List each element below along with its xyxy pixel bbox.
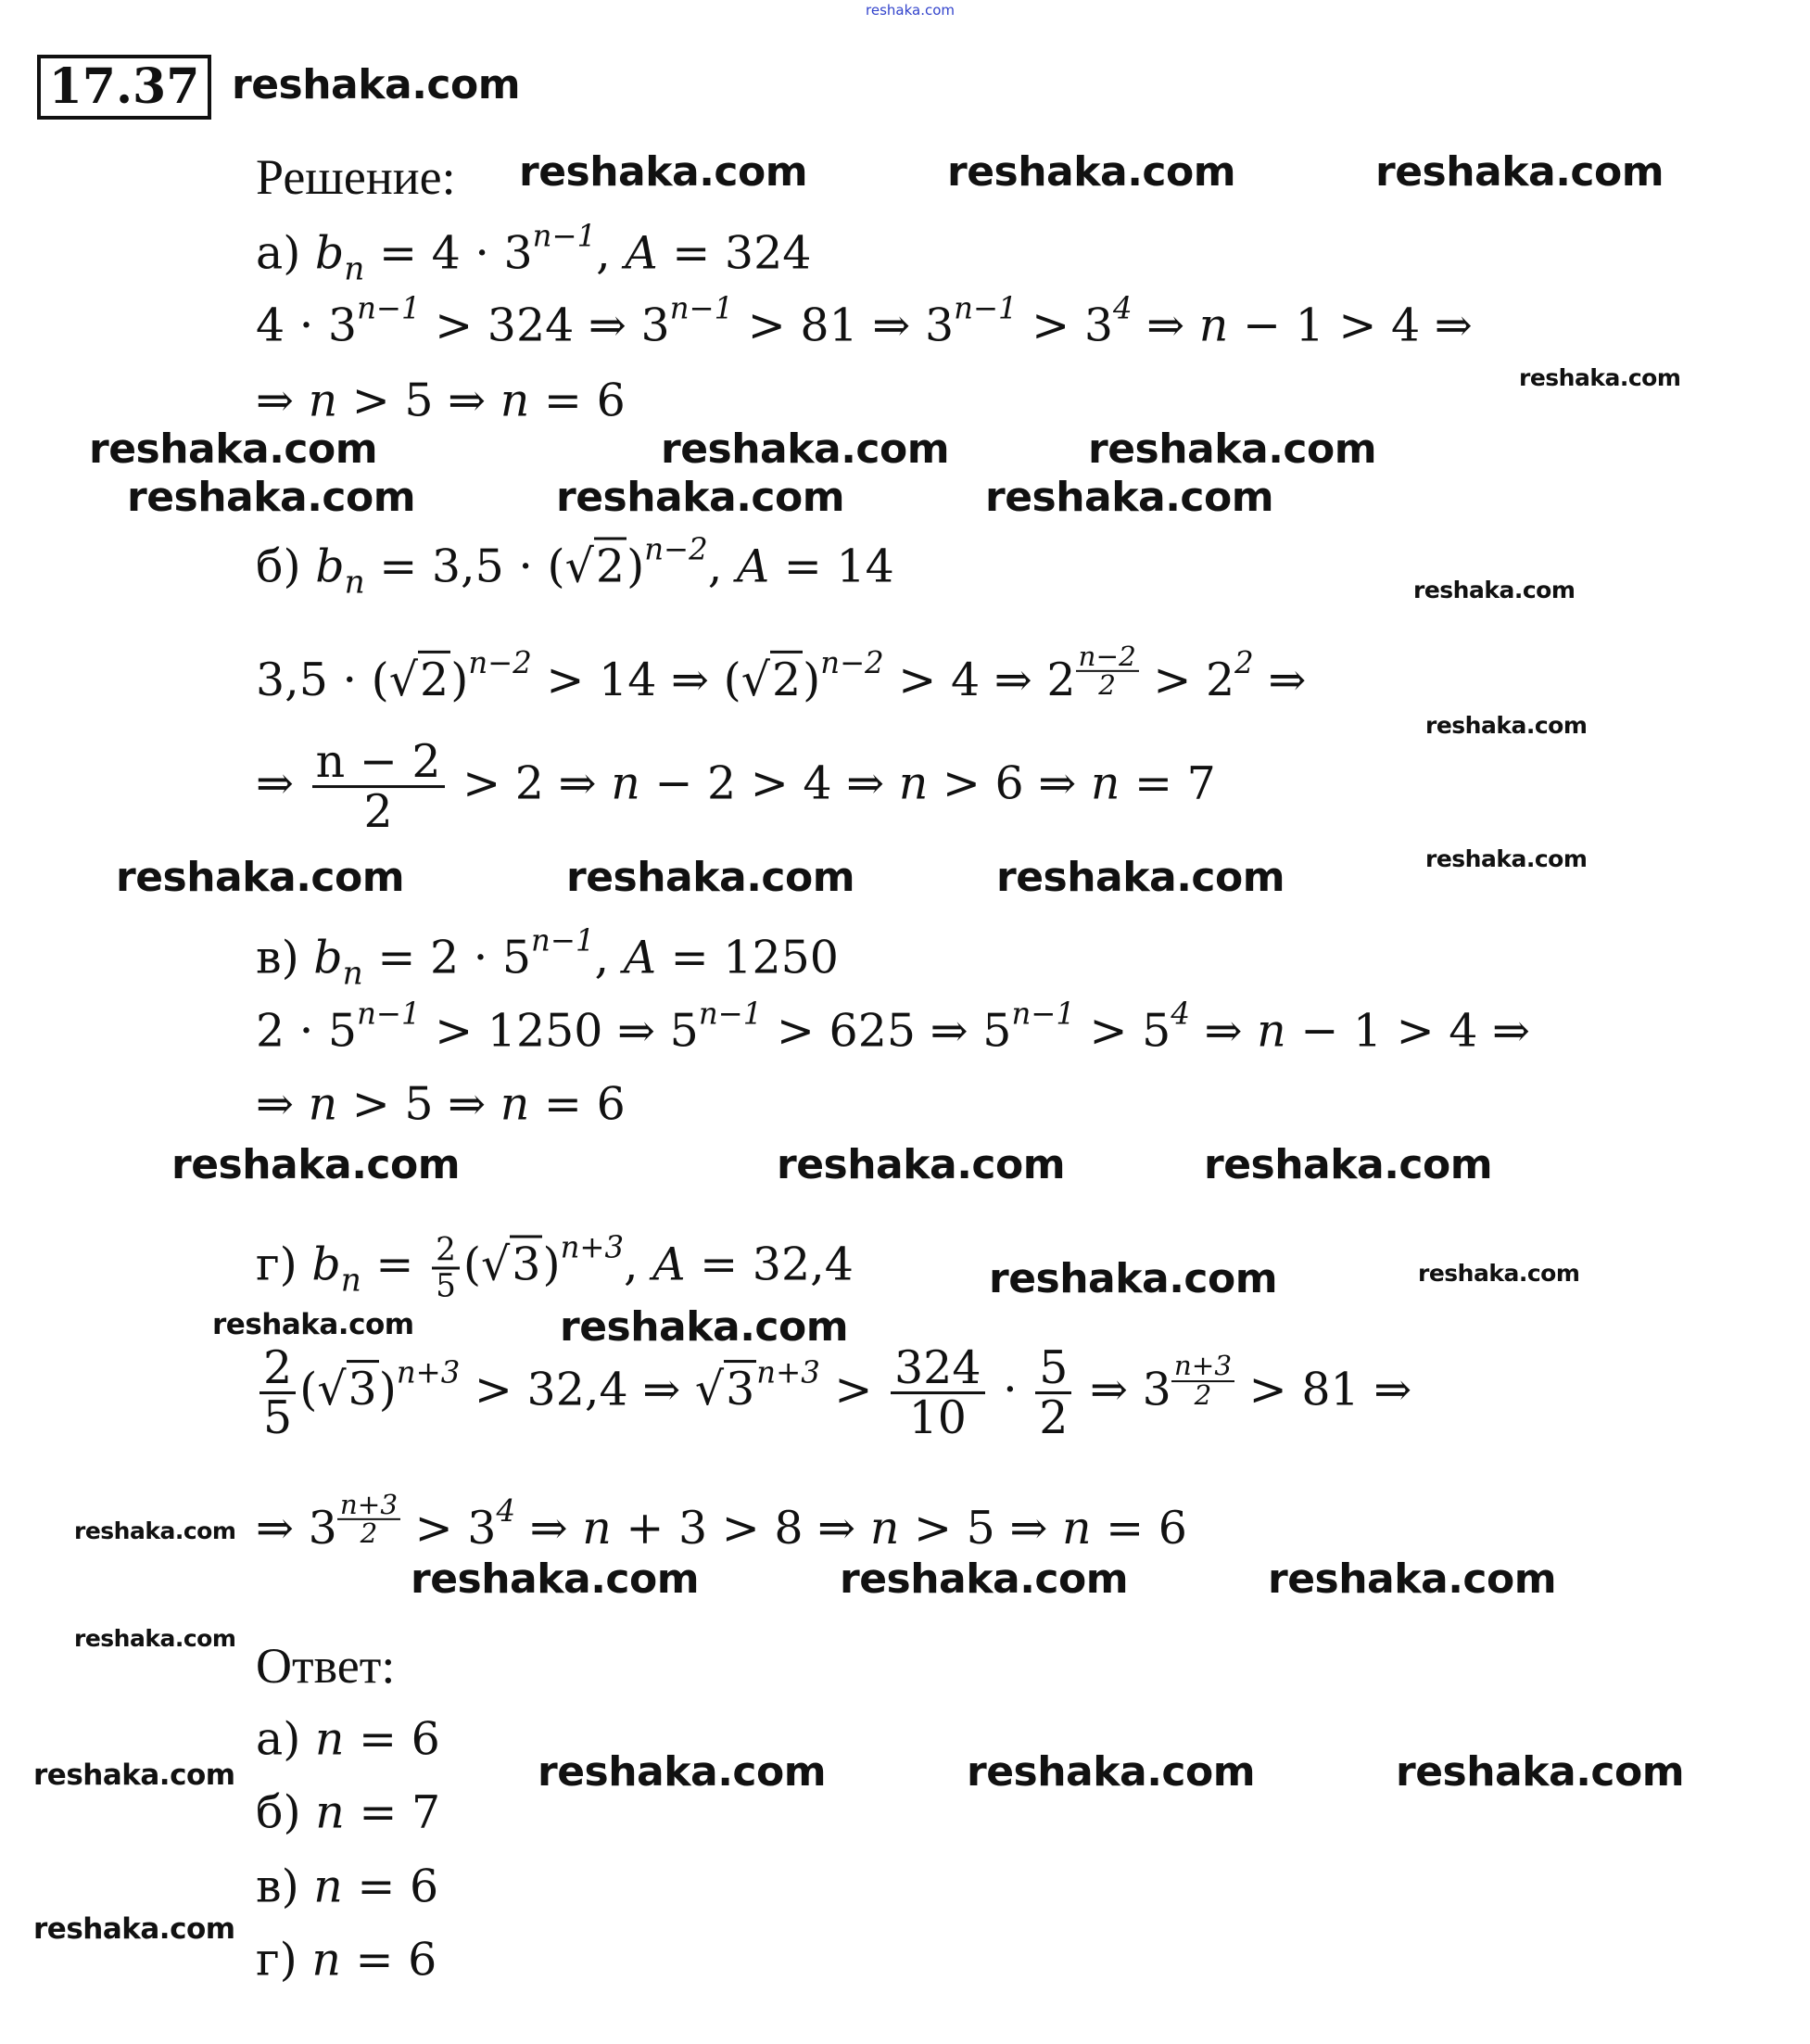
numerator: 2 (259, 1344, 296, 1394)
watermark: reshaka.com (985, 474, 1274, 521)
fraction-exponent (1171, 1352, 1234, 1409)
watermark: reshaka.com (519, 148, 808, 196)
math-variable: n (1061, 1502, 1092, 1555)
watermark: reshaka.com (556, 474, 845, 521)
math-text: > 6 ⇒ (928, 756, 1091, 810)
math-text: > 3 (400, 1502, 497, 1555)
math-text: − 1 > 4 ⇒ (1285, 1004, 1531, 1058)
part-g-line-3 (256, 1488, 1187, 1555)
math-text: г) (256, 1933, 312, 1987)
math-variable: n (315, 1785, 345, 1839)
math-text: = 7 (1120, 756, 1216, 810)
exponent: n+3 (756, 1354, 820, 1390)
watermark: reshaka.com (538, 1748, 827, 1796)
radical-sign: √ (564, 540, 594, 593)
math-variable: n (1090, 756, 1120, 810)
exponent: n−1 (954, 290, 1018, 326)
site-header-watermark: reshaka.com (866, 2, 955, 19)
math-text: > 5 ⇒ (337, 1077, 500, 1131)
math-text: ⇒ (1189, 1004, 1258, 1058)
math-variable: n (898, 756, 929, 810)
math-variable: b (315, 540, 345, 593)
math-text: + 3 > 8 ⇒ (611, 1502, 870, 1555)
math-variable: b (314, 226, 345, 280)
watermark: reshaka.com (1519, 364, 1681, 391)
square-root (740, 654, 803, 707)
numerator: 5 (1035, 1344, 1071, 1394)
square-root (694, 1363, 756, 1416)
solution-heading: Решение: (256, 149, 456, 205)
part-b-line-2 (256, 640, 1307, 707)
watermark: reshaka.com (967, 1748, 1256, 1796)
exponent: n−2 (820, 644, 884, 680)
math-text: = 6 (340, 1933, 437, 1987)
part-v-line-1 (256, 922, 839, 993)
answer-v (256, 1860, 439, 1913)
radical-sign: √ (317, 1363, 347, 1416)
watermark: reshaka.com (33, 1912, 235, 1946)
math-variable: n (313, 1860, 343, 1913)
numerator: n − 2 (312, 738, 445, 788)
math-variable: n (311, 1933, 341, 1987)
exponent: n−1 (698, 996, 763, 1032)
math-text: ⇒ 3 (256, 1502, 337, 1555)
radical-sign: √ (481, 1238, 511, 1291)
subscript: n (340, 1262, 361, 1300)
answer-g (256, 1933, 437, 1987)
denominator: 2 (1039, 1391, 1069, 1445)
math-text: ) (378, 1363, 397, 1416)
watermark: reshaka.com (1204, 1141, 1493, 1188)
part-a-line-2 (256, 290, 1473, 352)
watermark: reshaka.com (171, 1141, 461, 1188)
math-text: > 324 ⇒ 3 (420, 298, 670, 352)
square-root (388, 654, 450, 707)
math-text: , (596, 226, 626, 280)
math-text: ( (299, 1363, 318, 1416)
square-root (564, 540, 627, 593)
math-text: = 32,4 (685, 1238, 854, 1291)
math-text: − 1 > 4 ⇒ (1228, 298, 1473, 352)
watermark: reshaka.com (996, 854, 1285, 901)
math-text: а) (256, 1712, 315, 1766)
numerator: n+3 (1171, 1352, 1234, 1381)
math-text: ( (462, 1238, 482, 1291)
watermark: reshaka.com (411, 1555, 700, 1603)
math-text: ⇒ 3 (1075, 1363, 1171, 1416)
subscript: n (344, 564, 365, 602)
exponent: n−1 (357, 290, 421, 326)
watermark: reshaka.com (1425, 712, 1588, 739)
math-text: = 14 (769, 540, 894, 593)
answer-heading: Ответ: (256, 1638, 396, 1694)
radicand: 3 (510, 1236, 542, 1291)
math-text: , (594, 931, 624, 984)
watermark: reshaka.com (777, 1141, 1066, 1188)
exponent: n−1 (669, 290, 734, 326)
radical-sign: √ (740, 654, 770, 707)
math-variable: n (611, 756, 640, 810)
math-variable: n (308, 1077, 338, 1131)
math-text: > 2 (1138, 654, 1235, 707)
watermark: reshaka.com (566, 854, 855, 901)
math-text: = 6 (1091, 1502, 1187, 1555)
denominator: 5 (436, 1267, 456, 1305)
math-text: = 7 (344, 1785, 441, 1839)
watermark: reshaka.com (560, 1303, 849, 1351)
math-variable: n (308, 374, 338, 427)
math-text: = 6 (342, 1860, 439, 1913)
fraction-exponent (337, 1488, 400, 1550)
watermark: reshaka.com (33, 1758, 235, 1792)
math-text: > 81 ⇒ (1234, 1363, 1412, 1416)
math-text: > 5 (1074, 1004, 1171, 1058)
math-text: , (624, 1238, 653, 1291)
radical-sign: √ (694, 1363, 725, 1416)
math-text: ) (627, 540, 645, 593)
math-text: ⇒ (515, 1502, 583, 1555)
fraction (432, 1231, 460, 1305)
exponent: n−1 (532, 218, 597, 254)
radical-sign: √ (388, 654, 419, 707)
math-variable: A (736, 540, 770, 593)
math-text: = 6 (529, 1077, 626, 1131)
denominator: 2 (1098, 669, 1116, 702)
watermark: reshaka.com (947, 148, 1236, 196)
numerator: n+3 (337, 1492, 400, 1520)
watermark: reshaka.com (1375, 148, 1664, 196)
exponent: n+3 (560, 1229, 625, 1265)
part-b-line-1 (256, 531, 894, 602)
subscript: n (344, 250, 365, 288)
subscript: n (342, 955, 363, 993)
math-variable: b (313, 931, 343, 984)
math-text: 4 · 3 (256, 298, 358, 352)
math-text: = 6 (529, 374, 626, 427)
answer-a (256, 1712, 440, 1766)
math-variable: b (311, 1238, 341, 1291)
math-text: , (707, 540, 737, 593)
answer-b (256, 1785, 441, 1839)
math-text: > 32,4 ⇒ (460, 1363, 695, 1416)
radicand: 2 (418, 651, 450, 706)
math-variable: n (314, 1712, 345, 1766)
math-text: > 14 ⇒ ( (531, 654, 741, 707)
math-text: = 4 · 3 (364, 226, 533, 280)
square-root (481, 1238, 542, 1291)
math-text: = 2 · 5 (362, 931, 532, 984)
math-text: = (361, 1238, 429, 1291)
exponent: 2 (1234, 644, 1254, 680)
fraction (1035, 1341, 1071, 1445)
watermark: reshaka.com (212, 1308, 414, 1341)
watermark: reshaka.com (661, 425, 950, 473)
fraction-exponent (1076, 640, 1139, 702)
radicand: 3 (724, 1361, 756, 1416)
math-variable: n (869, 1502, 900, 1555)
math-text: > 5 ⇒ (337, 374, 500, 427)
math-text: = 3,5 · ( (364, 540, 565, 593)
exponent: n−2 (644, 531, 708, 567)
part-a-line-1 (256, 218, 812, 288)
numerator: n−2 (1076, 643, 1139, 672)
watermark: reshaka.com (127, 474, 416, 521)
exponent: 4 (496, 1492, 516, 1529)
math-text: > 5 ⇒ (899, 1502, 1062, 1555)
math-text: а) (256, 226, 315, 280)
watermark: reshaka.com (1396, 1748, 1685, 1796)
exponent: 4 (1171, 996, 1190, 1032)
math-text: ⇒ (256, 374, 309, 427)
exponent: n−1 (531, 922, 595, 959)
math-variable: n (1198, 298, 1229, 352)
radicand: 3 (347, 1361, 379, 1416)
math-text: · (988, 1363, 1032, 1416)
watermark: reshaka.com (116, 854, 405, 901)
radicand: 2 (770, 651, 803, 706)
math-variable: n (500, 374, 530, 427)
watermark: reshaka.com (74, 1517, 236, 1544)
math-text: ⇒ (1132, 298, 1199, 352)
exponent: 4 (1113, 290, 1133, 326)
math-text: > 3 (1017, 298, 1113, 352)
denominator: 2 (363, 785, 393, 839)
math-text: > 625 ⇒ 5 (762, 1004, 1012, 1058)
problem-number: 17.37 (37, 55, 211, 120)
watermark: reshaka.com (1418, 1260, 1580, 1287)
math-text: ) (803, 654, 821, 707)
math-text: > 81 ⇒ 3 (733, 298, 955, 352)
exponent: n+3 (396, 1354, 461, 1390)
math-text: = 1250 (656, 931, 839, 984)
math-text: ) (542, 1238, 561, 1291)
math-text: = 6 (344, 1712, 440, 1766)
square-root (317, 1363, 378, 1416)
math-text: = 324 (657, 226, 812, 280)
math-text: > 4 ⇒ 2 (883, 654, 1076, 707)
part-a-line-3 (256, 374, 626, 427)
math-text: > 1250 ⇒ 5 (420, 1004, 699, 1058)
math-text: > (819, 1363, 887, 1416)
math-text: 3,5 · ( (256, 654, 389, 707)
denominator: 5 (263, 1391, 293, 1445)
math-variable: n (582, 1502, 612, 1555)
watermark: reshaka.com (989, 1255, 1278, 1302)
watermark: reshaka.com (89, 425, 378, 473)
numerator: 2 (432, 1234, 460, 1270)
fraction (259, 1341, 296, 1445)
math-text: б) (256, 540, 316, 593)
watermark: reshaka.com (1413, 577, 1576, 603)
math-variable: n (1257, 1004, 1286, 1058)
watermark: reshaka.com (1425, 845, 1588, 872)
part-v-line-3 (256, 1077, 626, 1131)
exponent: n−2 (468, 644, 532, 680)
math-variable: n (500, 1077, 530, 1131)
denominator: 2 (360, 1517, 378, 1550)
math-text: в) (256, 931, 314, 984)
math-text: ⇒ (1253, 654, 1307, 707)
watermark: reshaka.com (74, 1625, 236, 1652)
fraction (312, 735, 445, 839)
math-text: > 2 ⇒ (448, 756, 612, 810)
part-v-line-2 (256, 996, 1531, 1058)
denominator: 10 (908, 1391, 967, 1445)
math-text: 2 · 5 (256, 1004, 358, 1058)
exponent: n−1 (357, 996, 421, 1032)
watermark: reshaka.com (1268, 1555, 1557, 1603)
radicand: 2 (594, 538, 627, 593)
fraction (891, 1341, 985, 1445)
math-text: ) (450, 654, 469, 707)
part-g-line-1 (256, 1229, 854, 1305)
math-variable: A (652, 1238, 686, 1291)
math-text: ⇒ (256, 756, 309, 810)
part-g-line-2 (256, 1341, 1412, 1445)
watermark: reshaka.com (840, 1555, 1129, 1603)
math-text: ⇒ (256, 1077, 309, 1131)
math-text: б) (256, 1785, 316, 1839)
part-b-line-3 (256, 735, 1216, 839)
math-text: − 2 > 4 ⇒ (639, 756, 899, 810)
math-variable: A (625, 226, 658, 280)
math-variable: A (623, 931, 657, 984)
denominator: 2 (1194, 1378, 1212, 1411)
exponent: n−1 (1011, 996, 1075, 1032)
numerator: 324 (891, 1344, 985, 1394)
watermark: reshaka.com (232, 61, 521, 108)
watermark: reshaka.com (1088, 425, 1377, 473)
math-text: г) (256, 1238, 312, 1291)
math-text: в) (256, 1860, 314, 1913)
